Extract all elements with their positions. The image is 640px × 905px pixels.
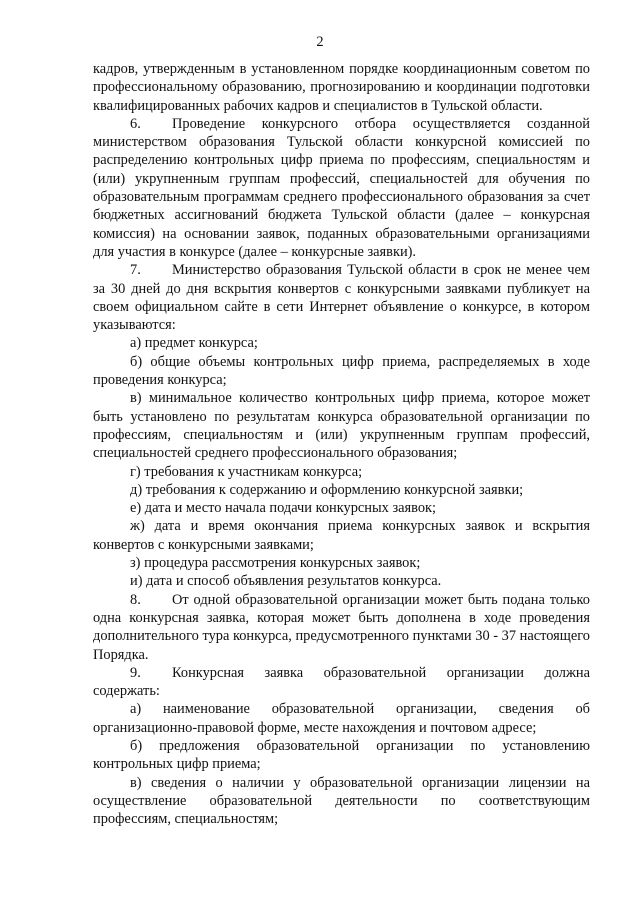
list-item-b: б) общие объемы контрольных цифр приема, распределяемых в ходе проведения конкурса; — [93, 353, 590, 389]
list-item-z: з) процедура рассмотрения конкурсных заявок; — [130, 555, 421, 572]
list-item-v: в) минимальное количество контрольных цифр приема, которое может быть установлено по результатам конкурса образовательной организации по профессиям, специальностям и (или) укрупненным группам профессий, специальностей среднего профессионального образования; — [93, 390, 590, 462]
paragraph-6 — [93, 115, 590, 261]
list-item-a-2: а) наименование образовательной организации, сведения об организационно-правовой форме, месте нахождения и почтовом адресе; — [93, 701, 590, 736]
paragraph-text: Конкурсная заявка образовательной организации должна содержать: — [93, 664, 590, 700]
paragraph-text: Министерство образования Тульской области в срок не менее чем за 30 дней до дня вскрытия конвертов с конкурсными заявками публикует на своем официальном сайте в сети Интернет объявление о конкурсе, в котором указываются: — [93, 262, 590, 334]
paragraph-9 — [93, 664, 590, 701]
paragraph-text: Проведение конкурсного отбора осуществляется созданной министерством образования Тульской области конкурсной комиссией по распределению контрольных цифр приема по профессиям, специальностям и (или) укрупненным группам профессий, специальностей для обучения по образовательным программам среднего профессионального образования за счет бюджетных ассигнований бюджета Тульской области (далее – конкурсная комиссия) на основании заявок, поданных образовательными организациями для участия в конкурсе (далее – конкурсные заявки). — [93, 115, 590, 260]
paragraph-number: 7. — [130, 262, 141, 279]
list-item-v-2: в) сведения о наличии у образовательной организации лицензии на осуществление образовательной деятельности по соответствующим профессиям, специальностям; — [93, 774, 590, 828]
page-number: 2 — [316, 34, 324, 50]
list-item-b-2: б) предложения образовательной организации по установлению контрольных цифр приема; — [93, 737, 590, 773]
document-body — [93, 60, 590, 828]
list-item-i: и) дата и способ объявления результатов конкурса. — [130, 573, 442, 590]
paragraph-number: 8. — [130, 591, 141, 608]
list-item-d: д) требования к содержанию и оформлению конкурсной заявки; — [130, 481, 524, 498]
paragraph-number: 6. — [130, 115, 141, 132]
list-item-e: е) дата и место начала подачи конкурсных заявок; — [130, 500, 437, 517]
paragraph-7 — [93, 261, 590, 334]
list-item-a: а) предмет конкурса; — [130, 335, 258, 352]
list-item-g: г) требования к участникам конкурса; — [130, 463, 363, 480]
list-item-zh: ж) дата и время окончания приема конкурсных заявок и вскрытия конвертов с конкурсными заявками; — [93, 518, 590, 553]
paragraph-8 — [93, 591, 590, 664]
paragraph-continuation: кадров, утвержденным в установленном порядке координационным советом по профессиональному образованию, прогнозированию и координации подготовки квалифицированных рабочих кадров и специалистов в Тульской области. — [93, 61, 590, 114]
paragraph-text: От одной образовательной организации может быть подана только одна конкурсная заявка, которая может быть дополнена в ходе проведения дополнительного тура конкурса, предусмотренного пунктами 30 - 37 настоящего Порядка. — [93, 591, 590, 663]
paragraph-number: 9. — [130, 664, 141, 681]
